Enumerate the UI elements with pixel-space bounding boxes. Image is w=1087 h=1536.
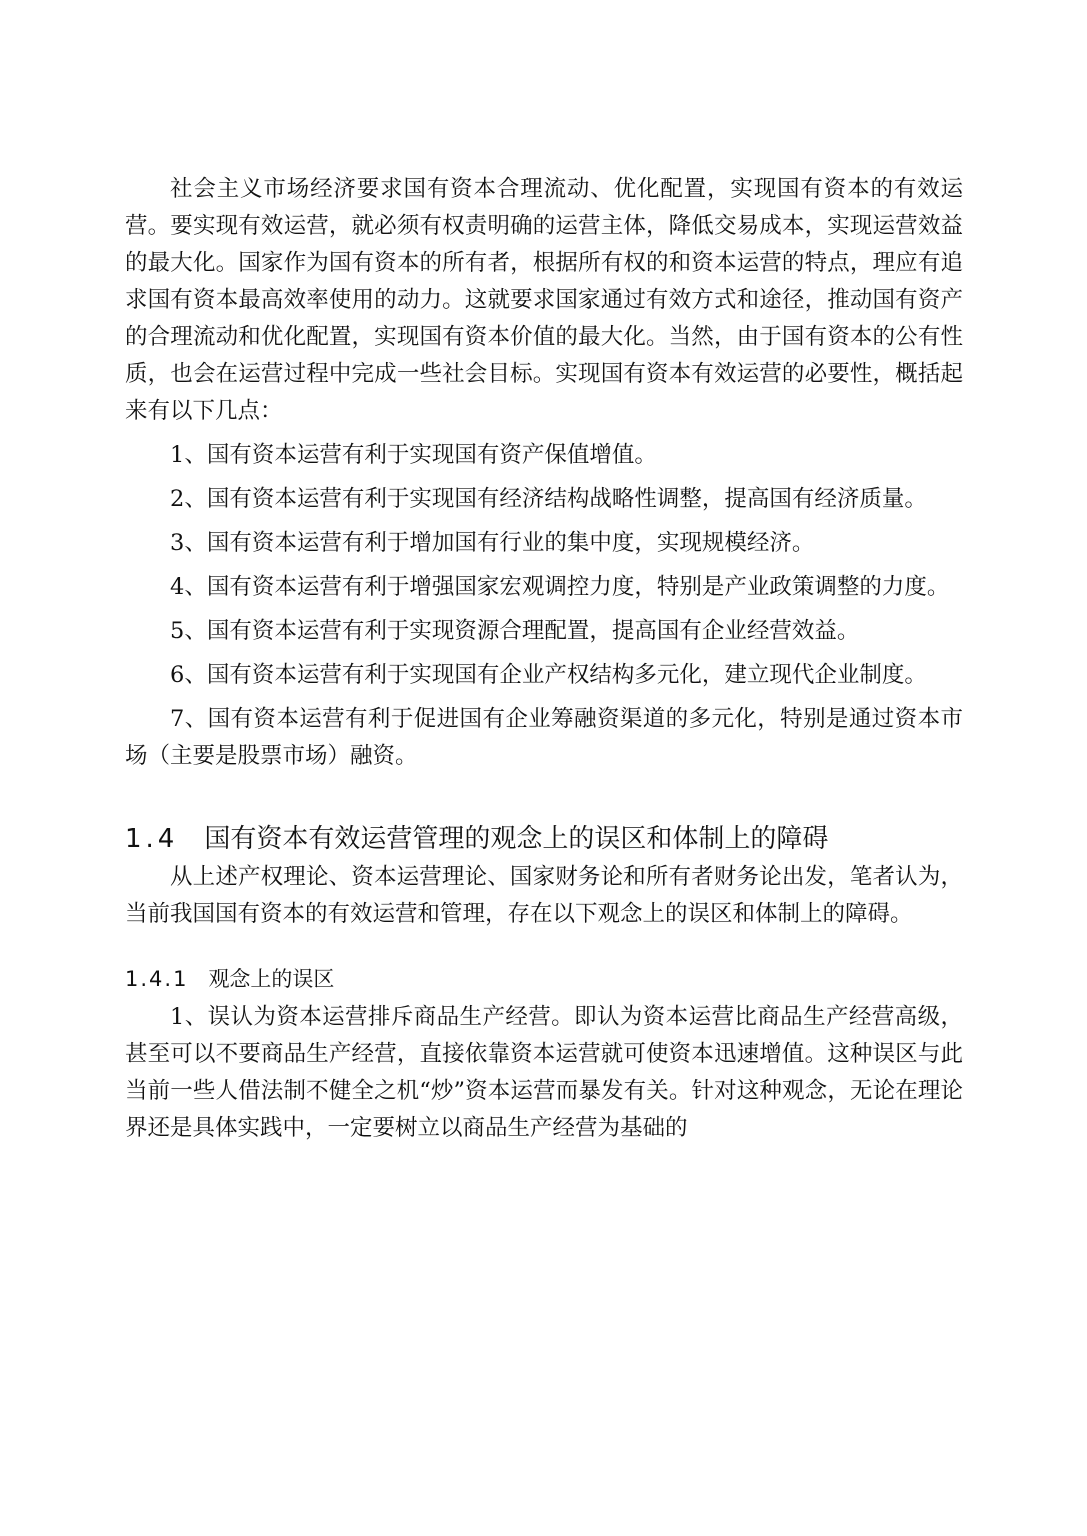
section-number: 1.4: [125, 824, 179, 854]
section-heading: [125, 819, 963, 859]
document-body: [125, 171, 963, 1147]
list-item-2: 2、国有资本运营有利于实现国有经济结构战略性调整，提高国有经济质量。: [170, 486, 927, 512]
subsection-title: 观念上的误区: [208, 967, 335, 991]
section-title: 国有资本有效运营管理的观念上的误区和体制上的障碍: [204, 824, 829, 854]
list-item-7: 7、国有资本运营有利于促进国有企业筹融资渠道的多元化，特别是通过资本市场（主要是股票市场）融资。: [125, 706, 963, 769]
list-item-5: 5、国有资本运营有利于实现资源合理配置，提高国有企业经营效益。: [170, 618, 860, 644]
list-item-6: 6、国有资本运营有利于实现国有企业产权结构多元化，建立现代企业制度。: [170, 662, 927, 688]
list-item-4: 4、国有资本运营有利于增强国家宏观调控力度，特别是产业政策调整的力度。: [170, 574, 950, 600]
subsection-heading: [125, 959, 963, 999]
section-paragraph: 从上述产权理论、资本运营理论、国家财务论和所有者财务论出发，笔者认为，当前我国国有资本的有效运营和管理，存在以下观念上的误区和体制上的障碍。: [125, 864, 963, 927]
subsection-paragraph: 1、误认为资本运营排斥商品生产经营。即认为资本运营比商品生产经营高级，甚至可以不要商品生产经营，直接依靠资本运营就可使资本迅速增值。这种误区与此当前一些人借法制不健全之机“炒”资本运营而暴发有关。针对这种观念，无论在理论界还是具体实践中，一定要树立以商品生产经营为基础的: [125, 1004, 963, 1141]
list-item-1: 1、国有资本运营有利于实现国有资产保值增值。: [170, 442, 657, 468]
list-item-3: 3、国有资本运营有利于增加国有行业的集中度，实现规模经济。: [170, 530, 815, 556]
intro-paragraph: 社会主义市场经济要求国有资本合理流动、优化配置，实现国有资本的有效运营。要实现有效运营，就必须有权责明确的运营主体，降低交易成本，实现运营效益的最大化。国家作为国有资本的所有者，根据所有权的和资本运营的特点，理应有追求国有资本最高效率使用的动力。这就要求国家通过有效方式和途径，推动国有资产的合理流动和优化配置，实现国有资本价值的最大化。当然，由于国有资本的公有性质，也会在运营过程中完成一些社会目标。实现国有资本有效运营的必要性，概括起来有以下几点：: [125, 176, 963, 424]
subsection-number: 1.4.1: [125, 967, 189, 991]
